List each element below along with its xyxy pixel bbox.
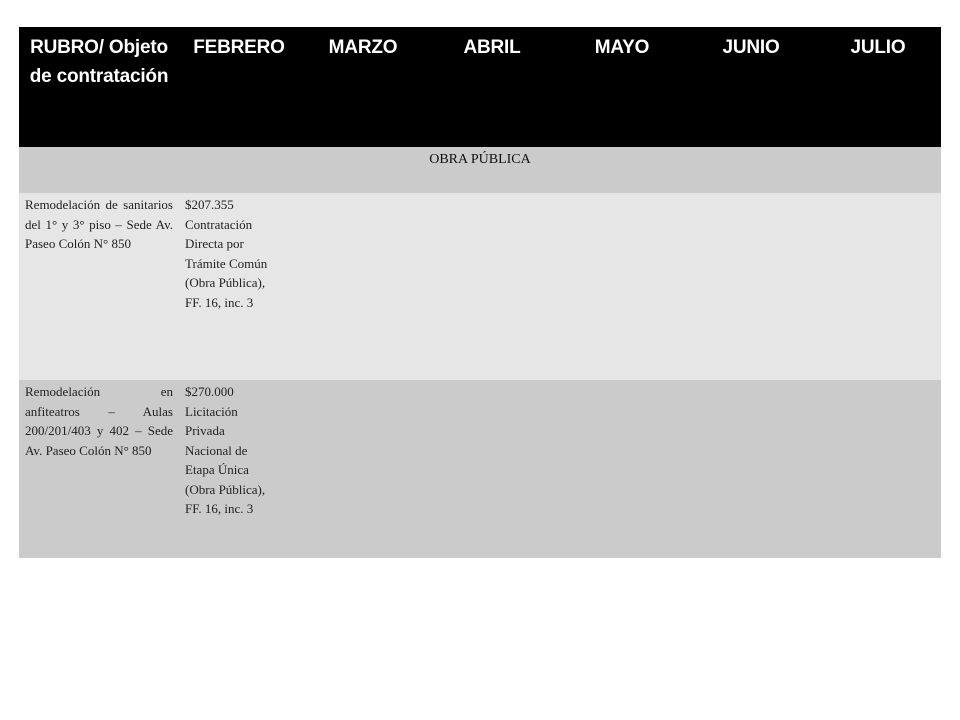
cell-line: Contratación <box>185 216 253 232</box>
cell-line: (Obra Pública), <box>185 481 266 497</box>
julio-cell <box>815 193 941 380</box>
table-row <box>19 380 941 558</box>
table-row <box>19 193 941 380</box>
julio-cell <box>815 380 941 558</box>
section-label: OBRA PÚBLICA <box>429 152 531 167</box>
column-header-abril: ABRIL <box>463 37 521 58</box>
rubro-cell: Remodelación en anfiteatros – Aulas 200/201/403 y 402 – Sede Av. Paseo Colón N° 850 <box>25 384 173 458</box>
procurement-plan-table <box>19 27 941 558</box>
marzo-cell <box>299 193 427 380</box>
column-header-rubro: RUBRO/ Objeto de contratación <box>29 37 169 87</box>
cell-line: $207.355 <box>185 197 234 212</box>
cell-line: Nacional de <box>185 442 248 458</box>
column-header-julio: JULIO <box>850 37 906 58</box>
column-header-marzo: MARZO <box>328 37 398 58</box>
column-header-febrero: FEBRERO <box>193 37 285 58</box>
cell-line: $270.000 <box>185 384 234 399</box>
abril-cell <box>427 380 557 558</box>
junio-cell <box>687 193 815 380</box>
cell-line: FF. 16, inc. 3 <box>185 294 254 310</box>
cell-line: Licitación <box>185 403 238 419</box>
cell-line: Privada <box>185 423 225 438</box>
marzo-cell <box>299 380 427 558</box>
mayo-cell <box>557 380 687 558</box>
junio-cell <box>687 380 815 558</box>
column-header-junio: JUNIO <box>722 37 780 58</box>
rubro-cell: Remodelación de sanitarios del 1° y 3° piso – Sede Av. Paseo Colón N° 850 <box>25 197 173 251</box>
febrero-cell <box>179 193 299 380</box>
cell-line: Trámite Común <box>185 255 268 271</box>
table-header-row <box>19 27 941 147</box>
cell-line: Directa por <box>185 236 244 251</box>
cell-line: FF. 16, inc. 3 <box>185 501 254 516</box>
column-header-mayo: MAYO <box>594 37 650 58</box>
cell-line: Etapa Única <box>185 462 249 477</box>
abril-cell <box>427 193 557 380</box>
section-row <box>19 147 941 193</box>
cell-line: (Obra Pública), <box>185 275 266 290</box>
febrero-cell <box>179 380 299 558</box>
mayo-cell <box>557 193 687 380</box>
